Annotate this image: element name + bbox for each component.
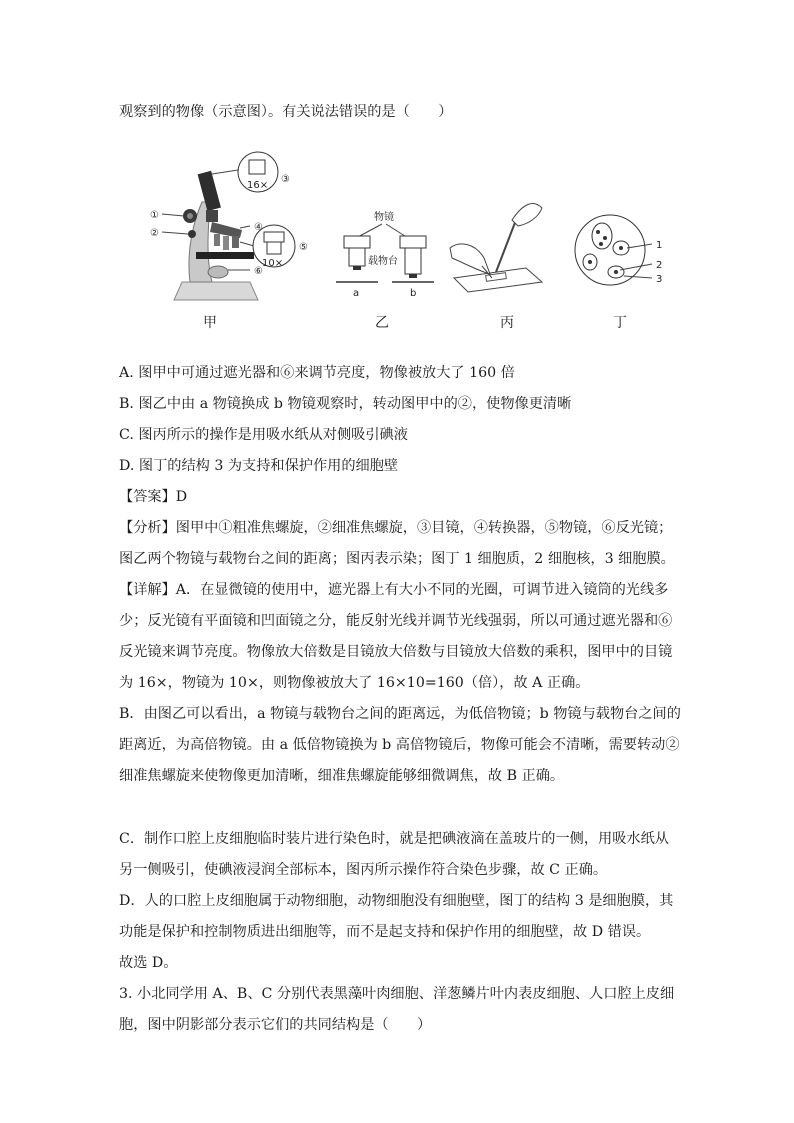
detail-line-1: 【详解】A．在显微镜的使用中，遮光器上有大小不同的光圈，可调节进入镜筒的光线多 [119, 582, 669, 598]
label-2: ② [150, 228, 159, 239]
detail-line-7: 细准焦螺旋来使物像更加清晰，细准焦螺旋能够细微调焦，故 B 正确。 [119, 768, 565, 784]
caption-jia: 甲 [203, 315, 217, 331]
detail-line-5: B．由图乙可以看出，a 物镜与载物台之间的距离远，为低倍物镜；b 物镜与载物台之间的 [119, 706, 681, 722]
next-question-line-1: 3. 小北同学用 A、B、C 分别代表黑藻叶肉细胞、洋葱鳞片叶内表皮细胞、人口腔上皮细 [119, 986, 675, 1002]
figure-panel [150, 150, 670, 340]
next-question-line-2: 胞，图中阴影部分表示它们的共同结构是（ ） [119, 1017, 432, 1033]
answer: 【答案】D [119, 489, 188, 505]
detail-line-4: 为 16×，物镜为 10×，则物像被放大了 16×10=160（倍），故 A 正确。 [119, 675, 590, 691]
question-intro: 观察到的物像（示意图）。有关说法错误的是（ ） [119, 104, 453, 120]
label-3: ③ [281, 174, 290, 185]
detail-line-3: 反光镜来调节亮度。物像放大倍数是目镜放大倍数与目镜放大倍数的乘积，图甲中的目镜 [119, 644, 673, 660]
analysis-line-2: 图乙两个物镜与载物台之间的距离；图丙表示染；图丁 1 细胞质，2 细胞核，3 细胞膜。 [119, 551, 675, 567]
figure-illustration [150, 150, 670, 340]
stage-label: 载物台 [368, 256, 398, 267]
caption-ding: 丁 [613, 315, 627, 331]
option-c: C. 图丙所示的操作是用吸水纸从对侧吸引碘液 [119, 427, 408, 443]
analysis-line-1: 【分析】图甲中①粗准焦螺旋，②细准焦螺旋，③目镜，④转换器，⑤物镜，⑥反光镜； [119, 520, 673, 536]
lens-a-label: a [353, 288, 360, 299]
lens-b-label: b [410, 288, 417, 299]
cell-label-3: 3 [656, 274, 663, 285]
cells-field-of-view [575, 215, 662, 285]
detail-line-8: C．制作口腔上皮细胞临时装片进行染色时，就是把碘液滴在盖玻片的一侧，用吸水纸从 [119, 831, 669, 847]
detail-line-11: 功能是保护和控制物质进出细胞等，而不是起支持和保护作用的细胞壁，故 D 错误。 [119, 924, 651, 940]
detail-line-10: D．人的口腔上皮细胞属于动物细胞，动物细胞没有细胞壁，图丁的结构 3 是细胞膜，其 [119, 893, 674, 909]
label-6: ⑥ [254, 266, 263, 277]
microscope-drawing [150, 152, 308, 300]
cell-label-1: 1 [656, 240, 663, 251]
label-5: ⑤ [299, 242, 308, 253]
detail-line-2: 少；反光镜有平面镜和凹面镜之分，能反射光线并调节光线强弱，所以可通过遮光器和⑥ [119, 613, 673, 629]
eyepiece-magnification: 16× [247, 180, 269, 191]
caption-bing: 丙 [500, 315, 514, 331]
caption-yi: 乙 [375, 315, 389, 331]
option-a: A. 图甲中可通过遮光器和⑥来调节亮度，物像被放大了 160 倍 [119, 365, 515, 381]
option-b: B. 图乙中由 a 物镜换成 b 物镜观察时，转动图甲中的②，使物像更清晰 [119, 396, 572, 412]
staining-drawing [450, 204, 542, 292]
objective-label: 物镜 [374, 212, 394, 223]
detail-conclusion: 故选 D。 [119, 955, 178, 971]
label-4: ④ [254, 222, 263, 233]
objective-magnification: 10× [262, 258, 284, 269]
option-d: D. 图丁的结构 3 为支持和保护作用的细胞壁 [119, 458, 399, 474]
detail-line-6: 距离近，为高倍物镜。由 a 低倍物镜换为 b 高倍物镜后，物像可能会不清晰，需要转动② [119, 737, 680, 753]
label-1: ① [150, 210, 159, 221]
detail-line-9: 另一侧吸引，使碘液浸润全部标本，图丙所示操作符合染色步骤，故 C 正确。 [119, 862, 608, 878]
cell-label-2: 2 [656, 260, 663, 271]
objectives-comparison [336, 210, 434, 299]
